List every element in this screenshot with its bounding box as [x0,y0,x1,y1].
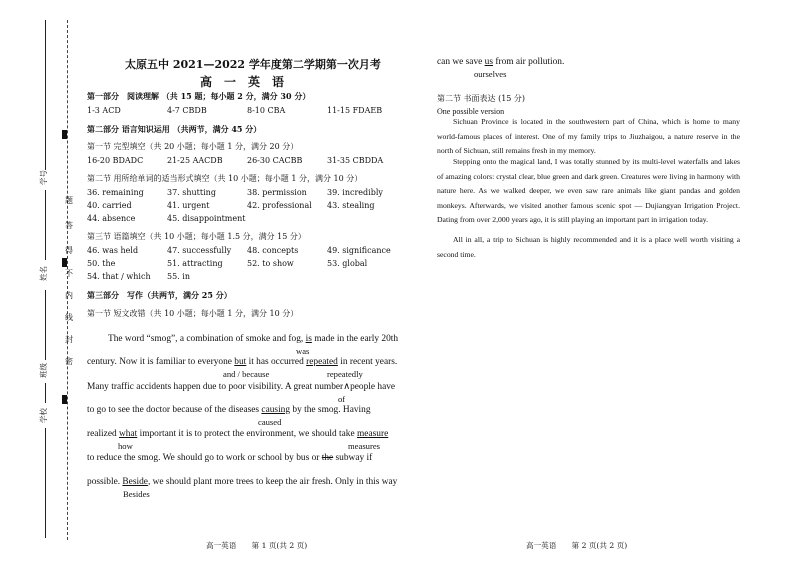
seal-char: 答 [65,221,73,230]
correction-fix: was [296,346,310,356]
correction-fix: repeatedly [327,369,363,379]
correction-line: The word “smog”, a combination of smoke and fog, is made in the early 20th [108,334,399,344]
part1-heading: 第一部分 阅读理解 （共 15 题；每小题 2 分，满分 30 分） [87,91,311,101]
student-id-label: 学号 [39,170,48,185]
answer: 38. permission [247,188,307,197]
class-label: 班级 [39,363,48,378]
binding-line [45,383,46,403]
answer: 11-15 FDAEB [327,106,383,115]
seal-char: 得 [65,246,73,255]
binding-line [45,20,46,170]
answer: 54. that / which [87,272,151,281]
answer: 45. disappointment [167,214,246,223]
answer: 31-35 CBDDA [327,156,384,165]
answer: 51. attracting [167,259,223,268]
seal-char: 密 [65,357,73,366]
section2-heading: 第二节 用所给单词的适当形式填空（共 10 小题；每小题 1 分，满分 10 分） [87,174,363,183]
version-label: One possible version [437,107,505,116]
correction-line: possible. Beside, we should plant more trees to keep the air fresh. Only in this way [87,477,398,487]
binding-line [45,290,46,360]
writing-heading: 第二节 书面表达 (15 分) [437,94,526,103]
correction-fix: ourselves [474,69,507,79]
essay-paragraph: Sichuan Province is located in the southwestern part of China, which is home to many world-famous places of interest. One of my family trips to Jiuzhaigou, a nature reserve in the north of Sichuan, still remains fresh in my memory. [437,117,740,155]
correction-fix: measures [348,441,380,451]
essay-paragraph: All in all, a trip to Sichuan is highly recommended and it is a place well worth visiting a second time. [437,235,740,259]
answer: 53. global [327,259,368,268]
binding-line [45,190,46,260]
correction-line: realized what important it is to protect the environment, we should take measure [87,429,389,439]
correction-line: Many traffic accidents happen due to poor visibility. A great number∧people have [87,382,396,392]
answer: 42. professional [247,201,312,210]
cut-line [67,20,68,540]
answer: 1-3 ACD [87,106,121,115]
answer-row [87,258,407,269]
answer-row [87,187,407,198]
answer: 40. carried [87,201,132,210]
page-subtitle: 高 一 英 语 [200,75,285,89]
correction-line: can we save us from air pollution. [437,57,565,67]
answer-row [87,213,247,224]
essay-paragraph: Stepping onto the magical land, I was totally stunned by its multi-level waterfalls and lakes of amazing colors: crystal clear, blue green and dark green. Creatures were living in harmony with nature here. As we walked deeper, we even saw rare animals like giant pandas and golden monkeys. Afterwards, we visited another famous scenic spot — Dujiangyan Irrigation Project. Dating from over 2,000 years ago, it is still playing an important part in irrigation today. [437,157,740,224]
page-title: 太原五中 2021—2022 学年度第二学期第一次月考 [125,58,381,71]
page-footer: 高一英语 第 1 页(共 2 页) [206,541,308,550]
part2-heading: 第二部分 语言知识运用 （共两节，满分 45 分） [87,124,262,134]
correction-fix: how [118,441,133,451]
correction-fix: and / because [223,369,270,379]
answer: 37. shutting [167,188,216,197]
correction-line: to reduce the smog. We should go to work or school by bus or the subway if [87,453,373,463]
answer: 16-20 BDADC [87,156,144,165]
answer: 41. urgent [167,201,210,210]
seal-char: 不 [65,269,73,278]
seal-char: 内 [65,291,73,300]
binding-mark [62,258,67,267]
page-footer: 高一英语 第 2 页(共 2 页) [526,541,628,550]
correction-fix: of [338,394,346,404]
answer-row [87,271,247,282]
correction-heading: 第一节 短文改错（共 10 小题；每小题 1 分，满分 10 分） [87,309,299,318]
binding-mark [62,130,67,139]
part3-heading: 第三部分 写作（共两节，满分 25 分） [87,290,232,300]
answer: 43. stealing [327,201,375,210]
correction-line: to go to see the doctor because of the diseases causing by the smog. Having [87,405,371,415]
school-label: 学校 [39,408,48,423]
answer: 46. was held [87,246,139,255]
correction-fix: Besides [123,489,150,499]
answer: 26-30 CACBB [247,156,303,165]
correction-fix: caused [258,417,282,427]
binding-margin [0,0,73,561]
answer: 49. significance [327,246,391,255]
answer-row [87,200,407,211]
correction-line: century. Now it is familiar to everyone but it has occurred repeated in recent years. [87,357,398,367]
answer: 48. concepts [247,246,299,255]
answer: 47. successfully [167,246,232,255]
answer: 52. to show [247,259,294,268]
answer: 4-7 CBDB [167,106,207,115]
section1-heading: 第一节 完型填空（共 20 小题；每小题 1 分，满分 20 分） [87,142,299,151]
binding-mark [62,395,67,404]
seal-char: 题 [65,196,73,205]
answer: 8-10 CBA [247,106,286,115]
section1-answers [87,155,407,166]
answer: 44. absence [87,214,136,223]
name-label: 姓名 [39,266,48,281]
part1-answers [87,105,407,116]
seal-char: 封 [65,335,73,344]
answer: 55. in [167,272,190,281]
answer-row [87,245,407,256]
answer: 36. remaining [87,188,144,197]
section3-heading: 第三节 语篇填空（共 10 小题；每小题 1.5 分，满分 15 分） [87,232,306,241]
binding-line [45,428,46,538]
seal-char: 线 [65,313,73,322]
answer: 39. incredibly [327,188,383,197]
answer: 21-25 AACDB [167,156,223,165]
answer: 50. the [87,259,116,268]
